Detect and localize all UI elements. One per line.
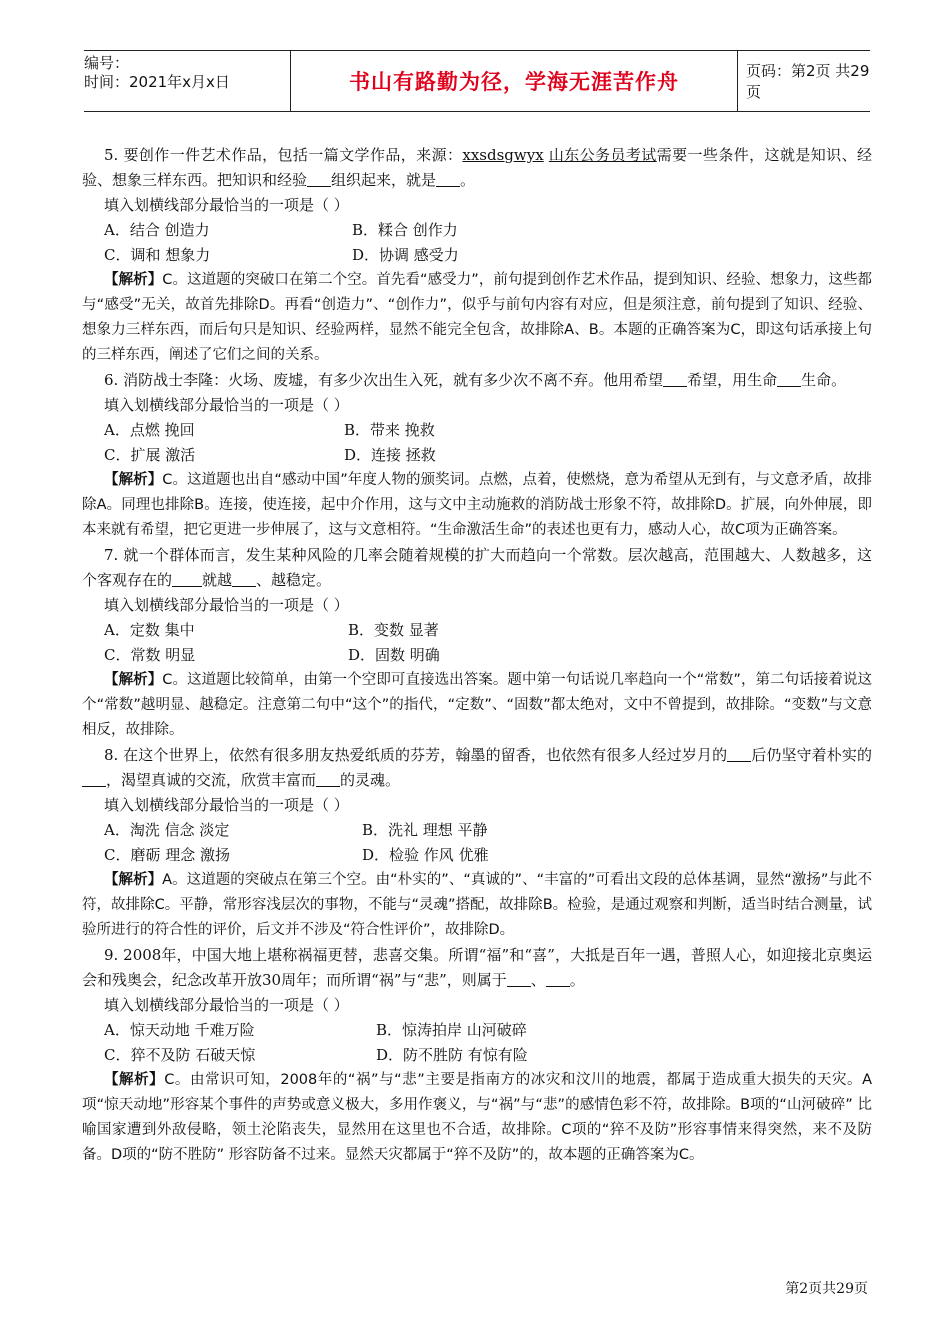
options-row <box>82 1043 872 1068</box>
options-row <box>82 818 872 843</box>
option-d: D．固数 明确 <box>348 646 440 664</box>
option-c: C．扩展 激活 <box>104 446 196 464</box>
blank <box>436 170 460 187</box>
analysis-6: 【解析】C。这道题也出自“感动中国”年度人物的颁奖词。点燃，点着，使燃烧，意为希望从无到有，与文意矛盾，故排除A。同理也排除B。连接，使连接，起中介作用，这与文中主动施救的消防战士形象不符，故排除D。扩展，向外伸展，即本来就有希望，把它更进一步伸展了，这与文意相符。“生命激活生命”的表述也更有力，感动人心，故C项为正确答案。 <box>82 472 873 538</box>
blank <box>507 970 531 987</box>
question-5: 5. 要创作一件艺术作品，包括一篇文学作品，来源：xxsdsgwyx 山东公务员考试需要一些条件，这就是知识、经验、想象三样东西。把知识和经验 组织起来，就是 。 <box>82 146 872 189</box>
page-header <box>84 50 870 112</box>
option-c: C．磨砺 理念 激扬 <box>104 846 231 864</box>
header-motto: 书山有路勤为径，学海无涯苦作舟 <box>290 51 738 111</box>
options-row <box>82 1018 872 1043</box>
analysis-7: 【解析】C。这道题比较简单，由第一个空即可直接选出答案。题中第一句话说几率趋向一个“常数”，第二句话接着说这个“常数”越明显、越稳定。注意第二句中“这个”的指代，“定数”、“固数”都太绝对，文中不曾提到，故排除。“变数”与文意相反，故排除。 <box>82 672 873 738</box>
question-9: 9. 2008年，中国大地上堪称祸福更替，悲喜交集。所谓“福”和“喜”，大抵是百年一遇，普照人心，如迎接北京奥运会和残奥会，纪念改革开放30周年；而所谓“祸”与“悲”，则属于 、 。 <box>82 946 872 989</box>
option-d: D．检验 作风 优雅 <box>362 846 489 864</box>
options-row <box>82 843 872 868</box>
option-d: D．防不胜防 有惊有险 <box>376 1046 528 1064</box>
code-label: 编号： <box>84 54 130 72</box>
option-c: C．调和 想象力 <box>104 246 211 264</box>
header-meta <box>84 51 290 111</box>
options-row <box>82 218 872 243</box>
question-prompt: 填入划横线部分最恰当的一项是（ ） <box>104 396 349 414</box>
question-8: 8. 在这个世界上，依然有很多朋友热爱纸质的芬芳，翰墨的留香，也依然有很多人经过岁月的 后仍坚守着朴实的，渴望真诚的交流，欣赏丰富而 的灵魂。 <box>82 743 872 793</box>
option-b: B．洗礼 理想 平静 <box>362 821 488 839</box>
option-c: C．猝不及防 石破天惊 <box>104 1046 256 1064</box>
blank <box>777 370 801 387</box>
option-a: A．惊天动地 千难万险 <box>104 1021 255 1039</box>
analysis-9: 【解析】C。由常识可知，2008年的“祸”与“悲”主要是指南方的冰灾和汶川的地震，都属于造成重大损失的天灾。A项“惊天动地”形容某个事件的声势或意义极大，多用作褒义，与“祸”与“悲”的感情色彩不符，故排除。B项的“山河破碎” 比喻国家遭到外敌侵略，领土沦陷丧失，显然用在这里也不合适，故排除。C项的“猝不及防”形容事情来得突然，来不及防备。D项的“防不胜防” 形容防备不过来。显然天灾都属于“猝不及防”的，故本题的正确答案为C。 <box>82 1072 873 1163</box>
option-b: B．带来 挽救 <box>344 421 435 439</box>
source-link-2[interactable]: 山东公务员考试 <box>548 146 657 164</box>
question-prompt: 填入划横线部分最恰当的一项是（ ） <box>104 996 349 1014</box>
option-a: A．点燃 挽回 <box>104 421 195 439</box>
options-row <box>82 643 872 668</box>
options-row <box>82 443 872 468</box>
option-b: B．变数 显著 <box>348 621 439 639</box>
time-label: 时间：2021年x月x日 <box>84 73 230 91</box>
question-prompt: 填入划横线部分最恰当的一项是（ ） <box>104 596 349 614</box>
blank <box>172 570 202 587</box>
page-footer: 第2页共29页 <box>785 1281 868 1297</box>
option-a: A．淘洗 信念 淡定 <box>104 821 230 839</box>
blank <box>307 170 331 187</box>
options-row <box>82 418 872 443</box>
analysis-8: 【解析】A。这道题的突破点在第三个空。由“朴实的”、“真诚的”、“丰富的”可看出文段的总体基调，显然“激扬”与此不符，故排除C。平静，常形容浅层次的事物，不能与“灵魂”搭配，故排除B。检验，是通过观察和判断，适当时结合测量，试验所进行的符合性的评价，后文并不涉及“符合性评价”，故排除D。 <box>82 872 873 938</box>
option-c: C．常数 明显 <box>104 646 196 664</box>
option-a: A．结合 创造力 <box>104 221 210 239</box>
question-6: 6. 消防战士李隆：火场、废墟，有多少次出生入死，就有多少次不离不弃。他用希望 希望，用生命 生命。 <box>104 371 847 389</box>
analysis-5: 【解析】C。这道题的突破口在第二个空。首先看“感受力”，前句提到创作艺术作品，提到知识、经验、想象力，这些都与“感受”无关，故首先排除D。再看“创造力”、“创作力”，似乎与前句内容有对应，但是须注意，前句提到了知识、经验、想象力三样东西，而后句只是知识、经验两样，显然不能完全包含，故排除A、B。本题的正确答案为C，即这句话承接上句的三样东西，阐述了它们之间的关系。 <box>82 272 873 363</box>
blank <box>727 745 751 762</box>
blank <box>232 570 256 587</box>
blank <box>82 770 106 787</box>
option-d: D．连接 拯救 <box>344 446 436 464</box>
option-a: A．定数 集中 <box>104 621 195 639</box>
question-7: 7. 就一个群体而言，发生某种风险的几率会随着规模的扩大而趋向一个常数。层次越高，范围越大、人数越多，这个客观存在的 就越 、越稳定。 <box>82 546 872 589</box>
options-row <box>82 618 872 643</box>
options-row <box>82 243 872 268</box>
option-b: B．惊涛拍岸 山河破碎 <box>376 1021 527 1039</box>
header-page-label: 页码：第2页 共29页 <box>746 62 870 101</box>
option-d: D．协调 感受力 <box>352 246 459 264</box>
blank <box>663 370 687 387</box>
option-b: B．糅合 创作力 <box>352 221 458 239</box>
question-prompt: 填入划横线部分最恰当的一项是（ ） <box>104 196 349 214</box>
blank <box>546 970 570 987</box>
source-link-1[interactable]: xxsdsgwyx <box>462 146 544 164</box>
document-body <box>82 143 872 1168</box>
question-prompt: 填入划横线部分最恰当的一项是（ ） <box>104 796 349 814</box>
blank <box>316 770 340 787</box>
